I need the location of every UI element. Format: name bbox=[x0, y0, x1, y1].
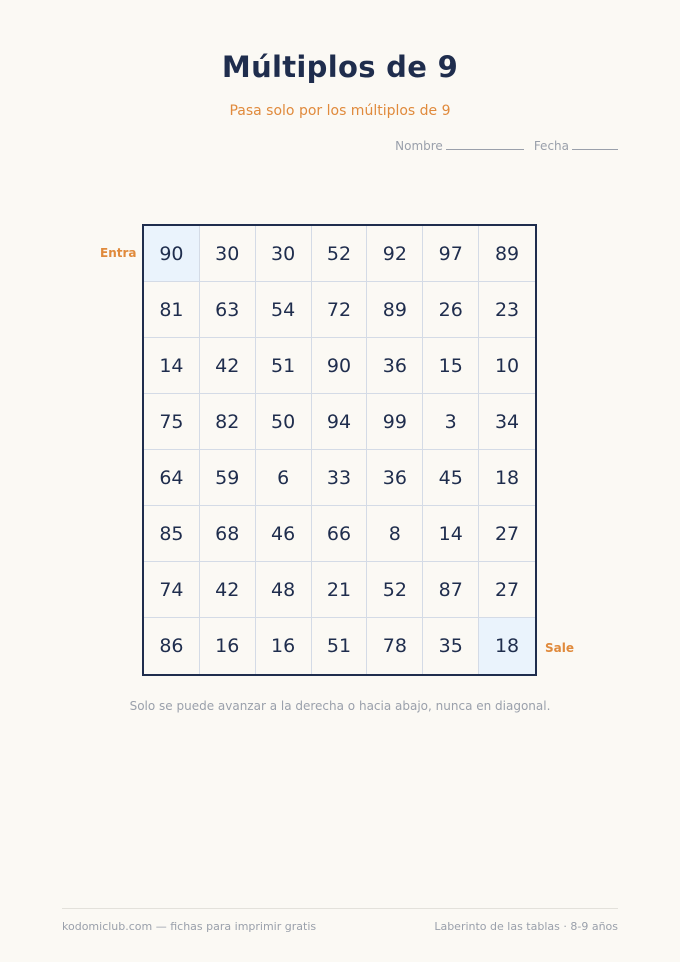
maze-end-cell[interactable]: 18 bbox=[479, 618, 535, 674]
maze-cell[interactable]: 23 bbox=[479, 282, 535, 338]
maze-cell[interactable]: 51 bbox=[312, 618, 368, 674]
footer-site-text: kodomiclub.com — fichas para imprimir gratis bbox=[62, 920, 317, 933]
maze-cell[interactable]: 74 bbox=[144, 562, 200, 618]
maze-entry-label: Entra bbox=[100, 246, 137, 260]
maze-cell[interactable]: 45 bbox=[423, 450, 479, 506]
maze-cell[interactable]: 27 bbox=[479, 506, 535, 562]
page-title: Múltiplos de 9 bbox=[221, 50, 459, 84]
maze-cell[interactable]: 94 bbox=[312, 394, 368, 450]
instructions-text: Solo se puede avanzar a la derecha o hacia abajo, nunca en diagonal. bbox=[129, 699, 551, 713]
maze-cell[interactable]: 89 bbox=[479, 226, 535, 282]
maze-cell[interactable]: 52 bbox=[312, 226, 368, 282]
maze-cell[interactable]: 48 bbox=[256, 562, 312, 618]
maze-cell[interactable]: 50 bbox=[256, 394, 312, 450]
maze-cell[interactable]: 68 bbox=[200, 506, 256, 562]
maze-cell[interactable]: 8 bbox=[367, 506, 423, 562]
maze-start-cell[interactable]: 90 bbox=[144, 226, 200, 282]
maze-cell[interactable]: 33 bbox=[312, 450, 368, 506]
maze-cell[interactable]: 90 bbox=[312, 338, 368, 394]
maze-cell[interactable]: 66 bbox=[312, 506, 368, 562]
maze-cell[interactable]: 27 bbox=[479, 562, 535, 618]
maze-cell[interactable]: 85 bbox=[144, 506, 200, 562]
maze-cell[interactable]: 10 bbox=[479, 338, 535, 394]
maze-cell[interactable]: 14 bbox=[144, 338, 200, 394]
maze-cell[interactable]: 63 bbox=[200, 282, 256, 338]
maze-cell[interactable]: 78 bbox=[367, 618, 423, 674]
maze-cell[interactable]: 30 bbox=[200, 226, 256, 282]
maze-cell[interactable]: 87 bbox=[423, 562, 479, 618]
maze-cell[interactable]: 35 bbox=[423, 618, 479, 674]
maze-cell[interactable]: 97 bbox=[423, 226, 479, 282]
maze-cell[interactable]: 6 bbox=[256, 450, 312, 506]
maze-cell[interactable]: 89 bbox=[367, 282, 423, 338]
maze-cell[interactable]: 52 bbox=[367, 562, 423, 618]
maze-cell[interactable]: 26 bbox=[423, 282, 479, 338]
footer-divider bbox=[62, 908, 618, 909]
maze-cell[interactable]: 30 bbox=[256, 226, 312, 282]
maze-cell[interactable]: 64 bbox=[144, 450, 200, 506]
maze-cell[interactable]: 34 bbox=[479, 394, 535, 450]
maze-cell[interactable]: 59 bbox=[200, 450, 256, 506]
name-blank-line bbox=[446, 139, 524, 150]
date-blank-line bbox=[572, 139, 618, 150]
maze-cell[interactable]: 15 bbox=[423, 338, 479, 394]
maze-cell[interactable]: 46 bbox=[256, 506, 312, 562]
maze-cell[interactable]: 36 bbox=[367, 338, 423, 394]
maze-cell[interactable]: 14 bbox=[423, 506, 479, 562]
maze-cell[interactable]: 21 bbox=[312, 562, 368, 618]
maze-cell[interactable]: 82 bbox=[200, 394, 256, 450]
maze-cell[interactable]: 86 bbox=[144, 618, 200, 674]
date-field bbox=[534, 139, 618, 153]
maze-cell[interactable]: 42 bbox=[200, 338, 256, 394]
maze-cell[interactable]: 42 bbox=[200, 562, 256, 618]
maze-cell[interactable]: 16 bbox=[256, 618, 312, 674]
footer-worksheet-text: Laberinto de las tablas · 8-9 años bbox=[434, 920, 618, 933]
maze-cell[interactable]: 99 bbox=[367, 394, 423, 450]
maze-cell[interactable]: 51 bbox=[256, 338, 312, 394]
name-label: Nombre bbox=[395, 139, 443, 153]
maze-cell[interactable]: 72 bbox=[312, 282, 368, 338]
maze-cell[interactable]: 54 bbox=[256, 282, 312, 338]
name-date-fields bbox=[395, 139, 618, 153]
maze-cell[interactable]: 16 bbox=[200, 618, 256, 674]
maze-cell[interactable]: 92 bbox=[367, 226, 423, 282]
page-subtitle: Pasa solo por los múltiplos de 9 bbox=[229, 103, 451, 119]
name-field bbox=[395, 139, 524, 153]
maze-exit-label: Sale bbox=[545, 641, 574, 655]
maze-cell[interactable]: 18 bbox=[479, 450, 535, 506]
maze-grid bbox=[142, 224, 537, 676]
date-label: Fecha bbox=[533, 139, 569, 153]
maze-cell[interactable]: 81 bbox=[144, 282, 200, 338]
maze-cell[interactable]: 36 bbox=[367, 450, 423, 506]
maze-cell[interactable]: 3 bbox=[423, 394, 479, 450]
maze-cell[interactable]: 75 bbox=[144, 394, 200, 450]
